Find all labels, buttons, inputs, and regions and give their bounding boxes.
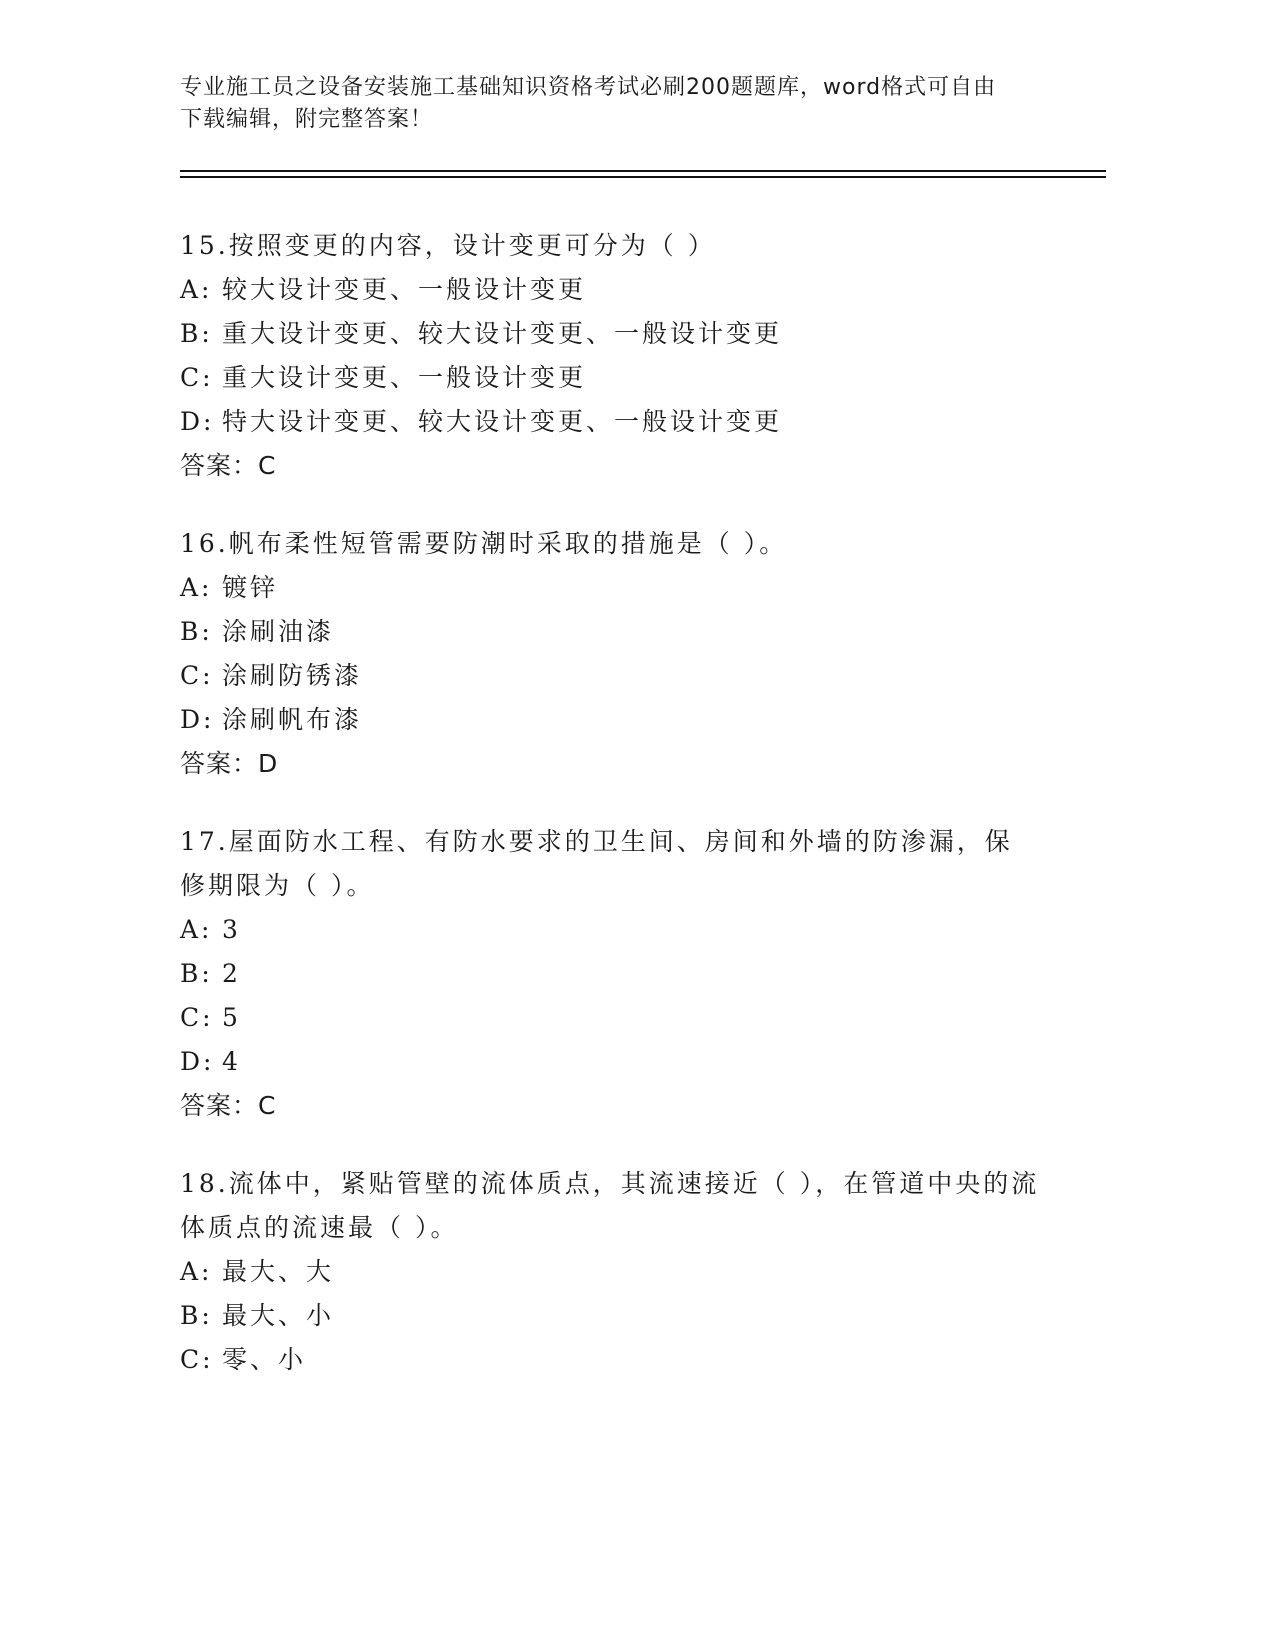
option-d xyxy=(180,698,1080,742)
option-key: D: xyxy=(180,705,215,734)
option-text: 特大设计变更、较大设计变更、一般设计变更 xyxy=(222,407,783,436)
option-key: C: xyxy=(180,363,214,392)
answer-line: 答案：C xyxy=(180,1091,277,1120)
header-title-line2: 下载编辑，附完整答案！ xyxy=(180,107,434,132)
question-18 xyxy=(180,1162,1080,1382)
option-text: 3 xyxy=(222,915,241,944)
question-stem: 18.流体中，紧贴管壁的流体质点，其流速接近（ ），在管道中央的流体质点的流速最（ ）。 xyxy=(180,1169,1040,1242)
header-title-line1: 专业施工员之设备安装施工基础知识资格考试必刷200题题库，word格式可自由 xyxy=(180,75,997,100)
option-c xyxy=(180,996,1080,1040)
option-text: 镀锌 xyxy=(222,573,279,602)
question-17 xyxy=(180,820,1080,1128)
option-a xyxy=(180,268,1080,312)
question-15 xyxy=(180,224,1080,488)
option-key: A: xyxy=(180,915,213,944)
option-a xyxy=(180,908,1080,952)
option-c xyxy=(180,1338,1080,1382)
option-text: 重大设计变更、一般设计变更 xyxy=(222,363,587,392)
option-text: 重大设计变更、较大设计变更、一般设计变更 xyxy=(222,319,783,348)
question-stem: 16.帆布柔性短管需要防潮时采取的措施是（ ）。 xyxy=(180,529,788,558)
option-b xyxy=(180,610,1080,654)
header-divider-top xyxy=(180,170,1106,172)
option-key: A: xyxy=(180,573,213,602)
option-d xyxy=(180,1040,1080,1084)
option-text: 4 xyxy=(222,1047,241,1076)
header-divider-bottom xyxy=(180,176,1106,178)
question-stem: 15.按照变更的内容，设计变更可分为（ ） xyxy=(180,231,716,260)
option-text: 零、小 xyxy=(222,1345,307,1374)
option-a xyxy=(180,1250,1080,1294)
option-text: 5 xyxy=(222,1003,241,1032)
option-text: 涂刷帆布漆 xyxy=(222,705,363,734)
answer-line: 答案：C xyxy=(180,451,277,480)
option-key: D: xyxy=(180,407,215,436)
option-key: A: xyxy=(180,1257,213,1286)
option-key: B: xyxy=(180,617,213,646)
option-d xyxy=(180,400,1080,444)
option-text: 涂刷油漆 xyxy=(222,617,335,646)
option-key: C: xyxy=(180,1003,214,1032)
option-text: 最大、小 xyxy=(222,1301,335,1330)
option-key: C: xyxy=(180,1345,214,1374)
option-text: 涂刷防锈漆 xyxy=(222,661,363,690)
option-key: D: xyxy=(180,1047,215,1076)
option-b xyxy=(180,952,1080,996)
document-header xyxy=(180,72,1060,136)
option-key: A: xyxy=(180,275,213,304)
option-c xyxy=(180,356,1080,400)
answer-line: 答案：D xyxy=(180,749,279,778)
option-a xyxy=(180,566,1080,610)
option-b xyxy=(180,1294,1080,1338)
option-text: 较大设计变更、一般设计变更 xyxy=(222,275,587,304)
option-key: B: xyxy=(180,959,213,988)
option-key: B: xyxy=(180,1301,213,1330)
question-list xyxy=(180,224,1080,1416)
option-text: 2 xyxy=(222,959,241,988)
question-stem: 17.屋面防水工程、有防水要求的卫生间、房间和外墙的防渗漏，保修期限为（ ）。 xyxy=(180,827,1013,900)
option-text: 最大、大 xyxy=(222,1257,335,1286)
option-b xyxy=(180,312,1080,356)
option-key: C: xyxy=(180,661,214,690)
question-16 xyxy=(180,522,1080,786)
option-c xyxy=(180,654,1080,698)
option-key: B: xyxy=(180,319,213,348)
